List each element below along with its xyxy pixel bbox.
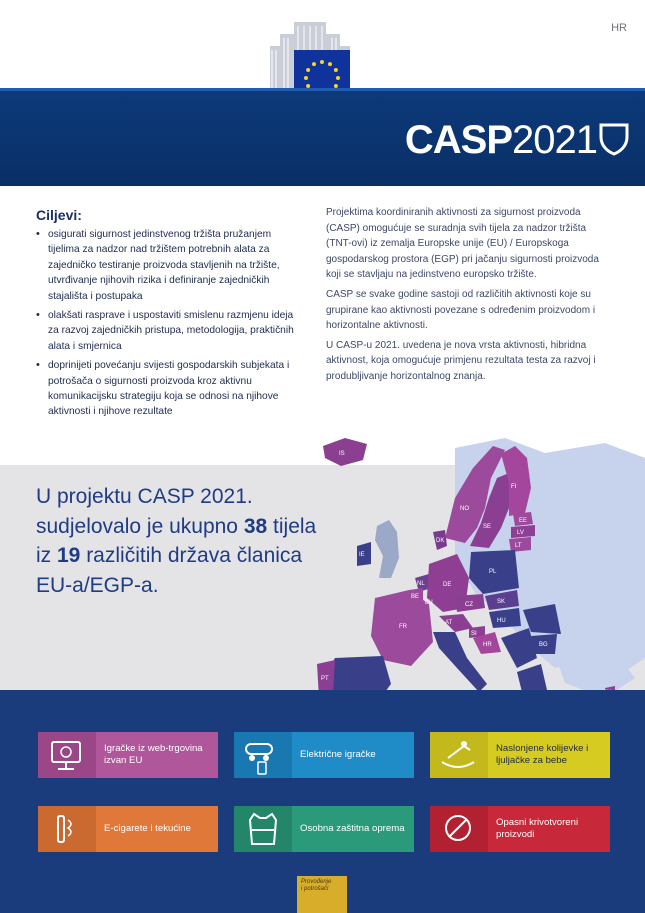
participation-statement: U projektu CASP 2021. sudjelovalo je ukupno 38 tijela iz 19 različitih država članica EU-a/EGP-a. [36,485,317,597]
baby-bouncer-icon [430,732,488,778]
country-label: LT [515,543,522,549]
objectives-list [36,227,301,420]
list-item: • olakšati rasprave i uspostaviti smislenu razmjenu ideja za razvoj zajedničkih pristupa, metodologija, praktičnih alata i smjernica [36,308,301,354]
country-label: FR [399,624,407,630]
countries-count: 19 [57,544,81,567]
category-e-cigarettes [38,806,218,852]
intro-paragraph: CASP se svake godine sastoji od različitih aktivnosti koje su grupirane kao aktivnosti povezane s određenim proizvodom i horizontalne aktivnosti. [326,288,596,332]
page-title: CASP2021 [404,118,597,162]
category-ppe [234,806,414,852]
flag-star [320,60,324,64]
list-item: • doprinijeti povećanju svijesti gospodarskih subjekata i potrošača o sigurnosti proizvoda kroz aktivnu komunikacijsku strategiju koja se odnosi na njihove aktivnosti i njihove rezultate [36,358,301,420]
electric-toy-icon [234,732,292,778]
product-categories [38,732,613,852]
flag-star [328,62,332,66]
country-label: BG [539,642,548,648]
europe-map [305,428,645,708]
country-label: SK [497,599,506,605]
flag-star [306,68,310,72]
intro-paragraph: Projektima koordiniranih aktivnosti za sigurnost proizvoda (CASP) omogućuje se suradnja svih tijela za nadzor tržišta (TNT-ovi) iz zemalja Europske unije (EU) / Europskoga gospodarskog prostora (EGP) pri jačanju sigurnosti proizvoda koji se stavljaju na jedinstveno europsko tržište. [326,207,599,281]
country-label: PL [489,569,497,575]
bodies-count: 38 [243,514,268,538]
shield-icon [599,122,629,156]
country-label: AT [445,620,453,626]
intro-paragraph: U CASP-u 2021. uvedena je nova vrsta aktivnosti, hibridna aktivnost, koja omogućuje primjenu rezultata testa za razvoj i produbljivanje horizontalnog znanja. [326,339,596,382]
country-label: SE [483,524,492,530]
country-label: LU [425,600,433,606]
country-label: NO [460,506,469,512]
country-label: CZ [465,602,473,608]
flag-star [336,76,340,80]
category-label: Igračke iz web-trgovina izvan EU [104,743,203,766]
country-label: NL [417,581,425,587]
country-label: HR [483,642,492,648]
flag-star [334,68,338,72]
country-label: FI [511,484,517,490]
counterfeit-icon [430,806,488,852]
intro-text [326,205,604,389]
flag-star [312,62,316,66]
country-label: PT [321,676,329,682]
header-band [0,88,645,186]
country-label: EE [519,518,528,524]
footer-badge: Provođenje i potrošači [297,876,347,913]
category-counterfeit [430,806,610,852]
category-electric-toys [234,732,414,778]
e-cigarette-icon [38,806,96,852]
country-label: DK [436,538,445,544]
category-label: Osobna zaštitna oprema [300,823,405,834]
flag-star [304,76,308,80]
category-baby-bouncers [430,732,610,778]
country-label: BE [411,594,420,600]
objectives-heading: Ciljevi: [36,207,82,223]
country-label: HU [497,618,506,624]
online-toys-icon [38,732,96,778]
list-item: • osigurati sigurnost jedinstvenog tržišta pružanjem tijelima za nadzor nad tržištem potrebnih alata za zajedničko testiranje proizvoda stavljenih na tržište, utvrđivanje njihovih rizika i definiranje zajedničkih stajališta i postupaka [36,227,301,304]
category-online-toys [38,732,218,778]
country-label: IE [359,552,365,558]
category-label: Električne igračke [300,749,376,760]
objectives-section [36,207,301,424]
country-label: DE [443,582,452,588]
category-label: Opasni krivotvoreni proizvodi [496,817,579,840]
country-label: IS [339,451,345,457]
country-label: SI [471,631,477,637]
protective-vest-icon [234,806,292,852]
country-label: LV [517,530,524,536]
category-label: Naslonjene kolijevke i ljuljačke za bebe [496,743,589,766]
category-label: E-cigarete i tekućine [104,823,191,834]
language-code: HR [611,22,627,34]
